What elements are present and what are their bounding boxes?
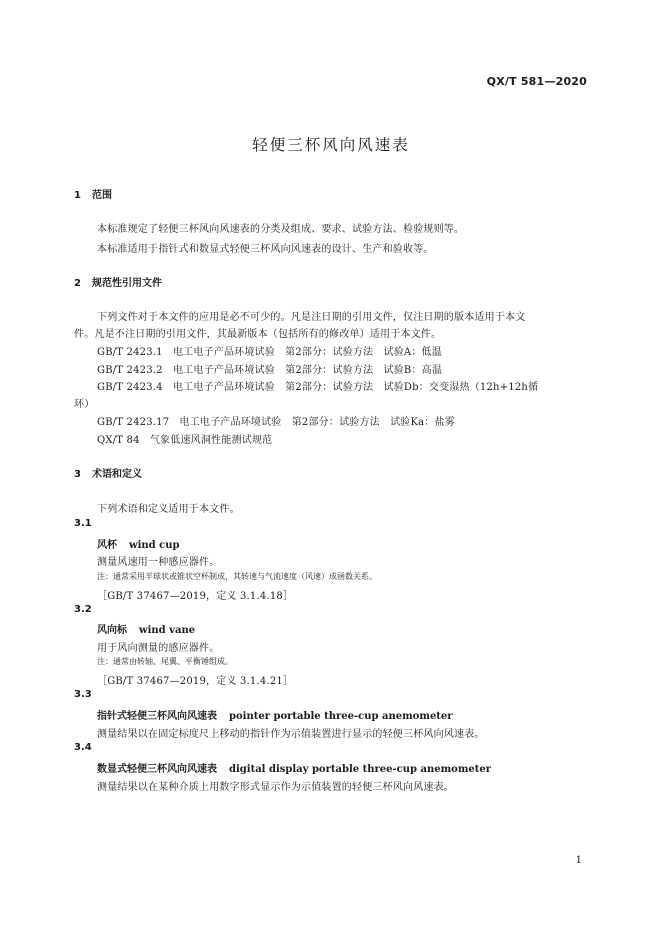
section-title: 范围 bbox=[92, 190, 112, 201]
term-note: 注：通常采用半球状或锥状空杯制成，其转速与气流速度（风速）成函数关系。 bbox=[97, 572, 377, 581]
term-en: wind cup bbox=[129, 540, 180, 551]
term-number: 3.1 bbox=[74, 518, 92, 529]
page-number: 1 bbox=[575, 855, 582, 866]
term-source: ［GB/T 37467—2019，定义 3.1.4.21］ bbox=[97, 676, 294, 687]
term-en: digital display portable three-cup anemometer bbox=[229, 764, 492, 775]
term-heading bbox=[97, 707, 453, 722]
term-heading bbox=[97, 536, 180, 551]
term-heading bbox=[97, 760, 491, 775]
term-definition: 测量结果以在固定标度尺上移动的指针作为示值装置进行显示的轻便三杯风向风速表。 bbox=[97, 729, 485, 740]
section-heading-scope bbox=[74, 186, 112, 201]
scope-paragraph-1: 本标准规定了轻便三杯风向风速表的分类及组成、要求、试验方法、检验规则等。 bbox=[97, 224, 465, 235]
term-cn: 数显式轻便三杯风向风速表 bbox=[97, 764, 217, 775]
section-heading-references bbox=[74, 274, 162, 289]
scope-paragraph-2: 本标准适用于指针式和数显式轻便三杯风向风速表的设计、生产和验收等。 bbox=[97, 244, 434, 255]
section-title: 术语和定义 bbox=[92, 469, 142, 480]
reference-item-continuation: 环） bbox=[74, 399, 95, 410]
term-en: wind vane bbox=[139, 625, 196, 636]
reference-item: GB/T 2423.2 电工电子产品环境试验 第2部分：试验方法 试验B：高温 bbox=[97, 365, 443, 376]
term-heading bbox=[97, 621, 195, 636]
term-cn: 指针式轻便三杯风向风速表 bbox=[97, 711, 217, 722]
term-number: 3.4 bbox=[74, 742, 92, 753]
reference-item: GB/T 2423.4 电工电子产品环境试验 第2部分：试验方法 试验Db：交变湿热（12h+12h循 bbox=[97, 382, 539, 393]
section-title: 规范性引用文件 bbox=[92, 278, 162, 289]
references-intro-line-1: 下列文件对于本文件的应用是必不可少的。凡是注日期的引用文件，仅注日期的版本适用于本文 bbox=[97, 312, 526, 323]
term-definition: 测量风速用一种感应器件。 bbox=[97, 557, 220, 568]
reference-item: GB/T 2423.17 电工电子产品环境试验 第2部分：试验方法 试验Ka：盐雾 bbox=[97, 417, 455, 428]
term-en: pointer portable three-cup anemometer bbox=[229, 711, 453, 722]
term-source: ［GB/T 37467—2019，定义 3.1.4.18］ bbox=[97, 591, 294, 602]
term-cn: 风向标 bbox=[97, 625, 127, 636]
term-definition: 测量结果以在某种介质上用数字形式显示作为示值装置的轻便三杯风向风速表。 bbox=[97, 782, 454, 793]
references-intro-line-2: 件。凡是不注日期的引用文件，其最新版本（包括所有的修改单）适用于本文件。 bbox=[74, 329, 442, 340]
reference-item: GB/T 2423.1 电工电子产品环境试验 第2部分：试验方法 试验A：低温 bbox=[97, 347, 442, 358]
section-number: 2 bbox=[74, 278, 81, 289]
section-number: 3 bbox=[74, 469, 81, 480]
section-heading-terms bbox=[74, 465, 142, 480]
term-cn: 风杯 bbox=[97, 540, 117, 551]
term-number: 3.2 bbox=[74, 604, 92, 615]
section-number: 1 bbox=[74, 190, 81, 201]
standard-number: QX/T 581—2020 bbox=[486, 75, 587, 88]
terms-intro: 下列术语和定义适用于本文件。 bbox=[97, 504, 240, 515]
document-title: 轻便三杯风向风速表 bbox=[252, 136, 410, 154]
reference-item: QX/T 84 气象低速风洞性能测试规范 bbox=[97, 435, 273, 446]
term-number: 3.3 bbox=[74, 689, 92, 700]
term-definition: 用于风向测量的感应器件。 bbox=[97, 643, 220, 654]
term-note: 注：通常由转轴、尾翼、平衡锤组成。 bbox=[97, 657, 233, 666]
